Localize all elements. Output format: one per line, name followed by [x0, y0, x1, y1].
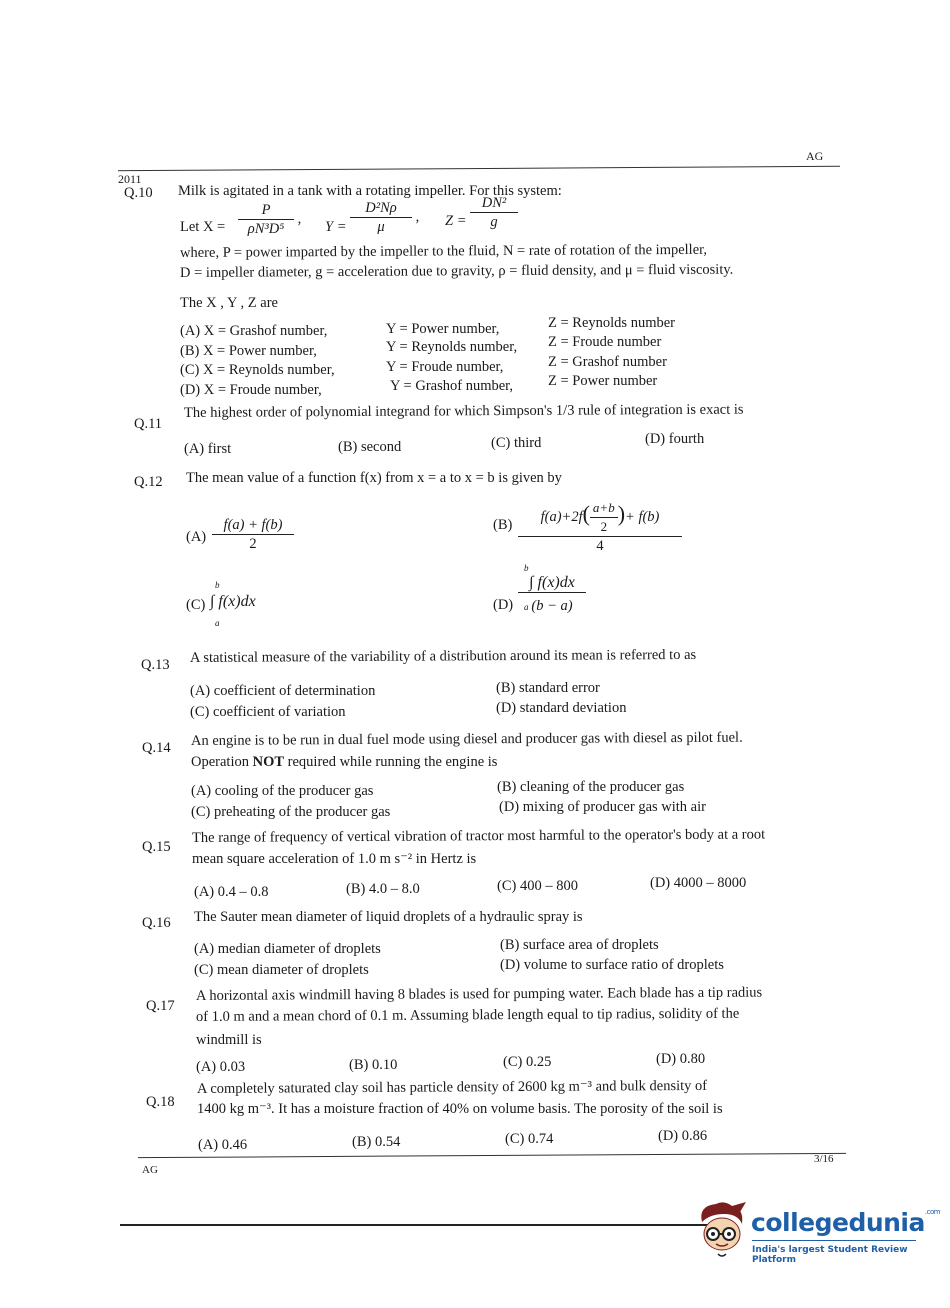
- q14-text-line1: An engine is to be run in dual fuel mode using diesel and producer gas with diesel as pilot fuel.: [190, 729, 743, 749]
- q10-where-line3: The X , Y , Z are: [180, 295, 278, 311]
- q15-option-d: (D) 4000 – 8000: [650, 875, 747, 891]
- q17-option-d: (D) 0.80: [656, 1051, 706, 1067]
- q11-text: The highest order of polynomial integrand for which Simpson's 1/3 rule of integration is exact is: [183, 401, 744, 421]
- q12-text: The mean value of a function f(x) from x = a to x = b is given by: [186, 470, 562, 486]
- q10-option-c-z: Z = Grashof number: [548, 354, 667, 370]
- q11-number: Q.11: [134, 416, 163, 432]
- q15-text-line1: The range of frequency of vertical vibration of tractor most harmful to the operator's body at a root: [191, 826, 766, 846]
- q10-option-c-y: Y = Froude number,: [386, 359, 504, 375]
- q14-option-c: (C) preheating of the producer gas: [191, 804, 391, 820]
- q17-option-c: (C) 0.25: [503, 1054, 552, 1070]
- q13-option-c: (C) coefficient of variation: [190, 704, 346, 720]
- q14-option-d: (D) mixing of producer gas with air: [499, 799, 706, 815]
- q15-number: Q.15: [142, 839, 171, 855]
- q15-option-a: (A) 0.4 – 0.8: [194, 884, 269, 900]
- q12-option-d-label: (D): [493, 597, 514, 613]
- q10-option-a-z: Z = Reynolds number: [548, 315, 675, 331]
- q10-z-fraction: $\frac{\text{DN²}}{g}$: [470, 194, 518, 231]
- q12-option-d-fraction: $\frac{\int f(x)dx}{(b - a)}$: [518, 574, 586, 615]
- q12-option-c-lower-limit: a: [215, 618, 220, 628]
- q12-option-c-upper-limit: b: [215, 580, 220, 590]
- q10-text: Milk is agitated in a tank with a rotating impeller. For this system:: [178, 183, 562, 199]
- brand-name: collegedunia$^{.com}$: [751, 1208, 941, 1237]
- q16-option-d: (D) volume to surface ratio of droplets: [500, 957, 724, 973]
- q17-text-line2: of 1.0 m and a mean chord of 0.1 m. Assuming blade length equal to tip radius, solidity of the: [195, 1005, 740, 1025]
- q16-number: Q.16: [142, 915, 171, 931]
- q12-option-a-label: (A): [186, 529, 207, 545]
- q13-option-b: (B) standard error: [496, 680, 600, 696]
- q12-number: Q.12: [134, 474, 163, 490]
- q14-option-a: (A) cooling of the producer gas: [191, 783, 374, 799]
- q15-option-b: (B) 4.0 – 8.0: [346, 881, 420, 897]
- header-rule: [118, 166, 840, 171]
- q10-option-d-y: Y = Grashof number,: [390, 378, 514, 394]
- q18-option-c: (C) 0.74: [505, 1131, 554, 1147]
- q16-option-c: (C) mean diameter of droplets: [194, 962, 369, 978]
- q17-number: Q.17: [146, 998, 175, 1014]
- q12-option-d-lower-limit: a: [524, 602, 529, 612]
- q10-y-fraction: $\frac{\text{D²Nρ}}{\mu}$ ,: [350, 199, 419, 236]
- q16-option-b: (B) surface area of droplets: [500, 937, 659, 953]
- q16-option-a: (A) median diameter of droplets: [194, 941, 381, 957]
- q11-option-a: (A) first: [184, 441, 232, 457]
- footer-code: AG: [142, 1164, 158, 1176]
- q18-text-line2: 1400 kg m⁻³. It has a moisture fraction of 40% on volume basis. The porosity of the soil is: [197, 1101, 723, 1117]
- q11-option-c: (C) third: [491, 435, 542, 451]
- q10-option-b-y: Y = Reynolds number,: [386, 339, 518, 355]
- q10-x-fraction: $\frac{P}{\text{ρN³D⁵}}$ ,: [238, 201, 301, 238]
- q12-option-a-fraction: $\frac{f(a) + f(b)}{2}$: [212, 516, 294, 553]
- q12-option-d-upper-limit: b: [524, 563, 529, 573]
- q10-option-b-z: Z = Froude number: [548, 334, 662, 350]
- q14-text-line2: Operation NOT required while running the engine is: [191, 754, 498, 770]
- q12-option-c-integral: ∫ f(x)dx: [210, 593, 256, 610]
- q17-text-line1: A horizontal axis windmill having 8 blades is used for pumping water. Each blade has a tip radius: [195, 984, 763, 1004]
- q14-number: Q.14: [142, 740, 171, 756]
- brand-suffix: .com: [924, 1208, 941, 1216]
- q10-where-line1: where, P = power imparted by the impeller to the fluid, N = rate of rotation of the impeller,: [179, 241, 708, 261]
- header-code: AG: [806, 149, 824, 163]
- q10-option-a-y: Y = Power number,: [386, 321, 500, 337]
- q12-option-c-label: (C): [186, 597, 206, 613]
- q10-y-lhs: Y =: [325, 219, 347, 235]
- q10-option-a-x: (A) X = Grashof number,: [180, 323, 328, 339]
- q17-text-line3: windmill is: [196, 1032, 262, 1048]
- q11-option-b: (B) second: [338, 439, 402, 455]
- brand-divider: [752, 1240, 916, 1241]
- footer-page-number: 3/16: [814, 1153, 834, 1165]
- brand-tagline: India's largest Student Review Platform: [752, 1245, 908, 1265]
- q17-option-a: (A) 0.03: [196, 1059, 246, 1075]
- brand-mascot-icon: [694, 1200, 748, 1260]
- q16-text: The Sauter mean diameter of liquid droplets of a hydraulic spray is: [194, 909, 583, 925]
- q18-number: Q.18: [146, 1094, 175, 1110]
- q10-option-c-x: (C) X = Reynolds number,: [180, 362, 335, 378]
- q18-option-a: (A) 0.46: [198, 1137, 248, 1153]
- q10-let: Let X =: [180, 219, 226, 235]
- q15-text-line2: mean square acceleration of 1.0 m s⁻² in Hertz is: [192, 851, 477, 867]
- brand-underline: [120, 1224, 720, 1226]
- q11-option-d: (D) fourth: [645, 431, 705, 447]
- q13-option-d: (D) standard deviation: [496, 700, 627, 716]
- q15-option-c: (C) 400 – 800: [497, 878, 578, 894]
- q10-where-line2: D = impeller diameter, g = acceleration due to gravity, ρ = fluid density, and μ = fluid viscosity.: [179, 261, 734, 281]
- q10-option-b-x: (B) X = Power number,: [180, 343, 317, 359]
- q17-option-b: (B) 0.10: [349, 1057, 398, 1073]
- q13-option-a: (A) coefficient of determination: [190, 683, 376, 699]
- q14-option-b: (B) cleaning of the producer gas: [497, 779, 685, 795]
- q10-z-lhs: Z =: [445, 213, 467, 229]
- header-year: 2011: [118, 172, 142, 186]
- q13-text: A statistical measure of the variability of a distribution around its mean is referred to as: [189, 646, 697, 666]
- q10-option-d-z: Z = Power number: [548, 373, 658, 389]
- q12-option-b-label: (B): [493, 517, 513, 533]
- q10-number: Q.10: [124, 185, 153, 201]
- q10-option-d-x: (D) X = Froude number,: [180, 382, 322, 398]
- q13-number: Q.13: [141, 657, 170, 673]
- q18-option-d: (D) 0.86: [658, 1128, 708, 1144]
- q18-text-line1: A completely saturated clay soil has particle density of 2600 kg m⁻³ and bulk density of: [196, 1077, 708, 1097]
- q12-option-b-fraction: f(a)+2f( $\frac{a+b}{2}$ )+ f(b) 4: [518, 499, 682, 555]
- q18-option-b: (B) 0.54: [352, 1134, 401, 1150]
